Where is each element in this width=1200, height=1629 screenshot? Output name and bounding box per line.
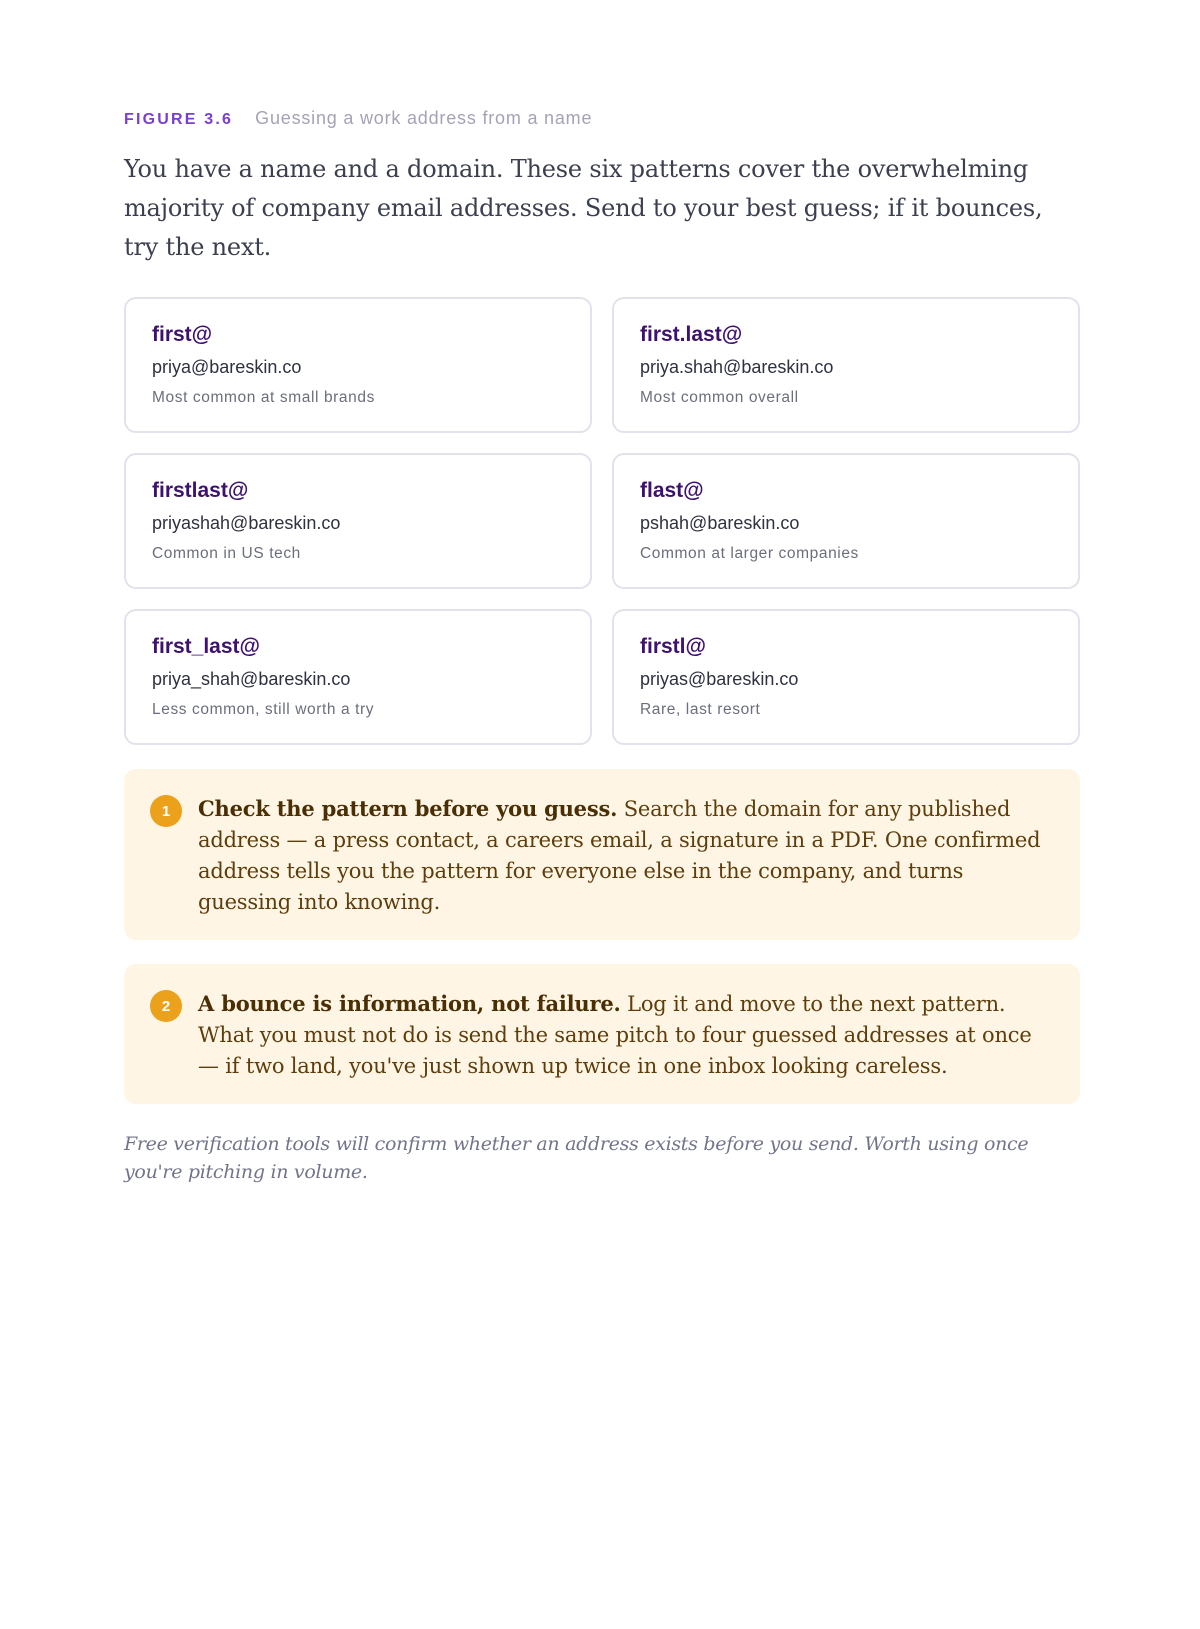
figure-label: FIGURE 3.6: [124, 111, 234, 128]
pattern-grid: [124, 297, 1080, 745]
tip-number-badge: 2: [150, 990, 182, 1022]
pattern-note: Common in US tech: [152, 545, 301, 562]
pattern-card: [124, 609, 592, 745]
pattern-card: [612, 297, 1080, 433]
tip-callout: [124, 964, 1080, 1104]
page: [124, 108, 1080, 1186]
pattern-note: Rare, last resort: [640, 701, 761, 718]
pattern-card: [124, 453, 592, 589]
pattern-note: Most common at small brands: [152, 389, 375, 406]
pattern-example: priyashah@bareskin.co: [152, 513, 341, 533]
pattern-example: priya_shah@bareskin.co: [152, 669, 351, 689]
pattern-example: priya@bareskin.co: [152, 357, 302, 377]
tip-body: Log it and move to the next pattern. What you must not do is send the same pitch to four guessed addresses at once — if two land, you've just shown up twice in one inbox looking careless.: [198, 992, 1032, 1078]
tip-body: Search the domain for any published address — a press contact, a careers email, a signature in a PDF. One confirmed address tells you the pattern for everyone else in the company, and turns guessing into knowing.: [198, 797, 1041, 914]
pattern-example: pshah@bareskin.co: [640, 513, 800, 533]
tip-text: [198, 988, 1054, 1082]
pattern-note: Common at larger companies: [640, 545, 859, 562]
pattern-name: flast@: [640, 479, 704, 502]
tip-callout: [124, 769, 1080, 940]
pattern-name: firstl@: [640, 635, 706, 658]
tip-lead: A bounce is information, not failure.: [198, 991, 621, 1016]
pattern-card: [612, 453, 1080, 589]
tip-text: [198, 793, 1054, 918]
intro-paragraph: You have a name and a domain. These six patterns cover the overwhelming majority of company email addresses. Send to your best guess; if it bounces, try the next.: [124, 155, 1043, 261]
pattern-name: first@: [152, 323, 213, 346]
tip-lead: Check the pattern before you guess.: [198, 796, 618, 821]
footnote: Free verification tools will confirm whether an address exists before you send. Worth using once you're pitching in volume.: [124, 1133, 1029, 1183]
pattern-note: Less common, still worth a try: [152, 701, 375, 718]
pattern-name: first_last@: [152, 635, 261, 658]
pattern-note: Most common overall: [640, 389, 799, 406]
pattern-card: [612, 609, 1080, 745]
tip-number-badge: 1: [150, 795, 182, 827]
pattern-name: firstlast@: [152, 479, 249, 502]
pattern-example: priya.shah@bareskin.co: [640, 357, 834, 377]
figure-title: Guessing a work address from a name: [255, 108, 593, 128]
figure-header: [124, 108, 1080, 132]
pattern-example: priyas@bareskin.co: [640, 669, 799, 689]
pattern-name: first.last@: [640, 323, 743, 346]
pattern-card: [124, 297, 592, 433]
